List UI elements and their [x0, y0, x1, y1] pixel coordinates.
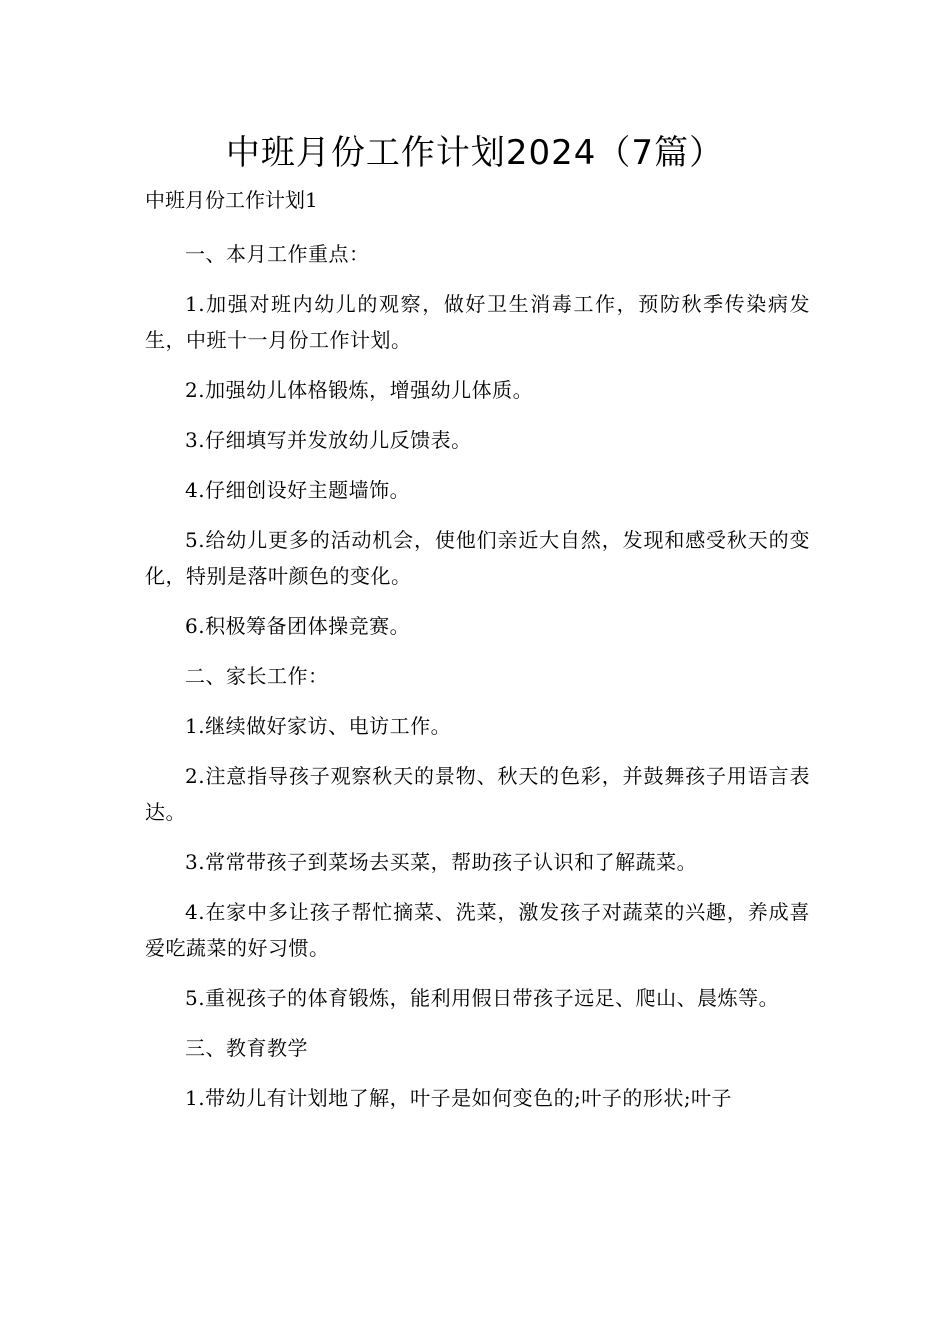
paragraph: 1.带幼儿有计划地了解，叶子是如何变色的;叶子的形状;叶子 [185, 1086, 733, 1110]
document-subtitle: 中班月份工作计划1 [145, 188, 318, 212]
paragraph-section-2-heading: 二、家长工作： [185, 664, 329, 688]
paragraph: 5.重视孩子的体育锻炼，能利用假日带孩子远足、爬山、晨炼等。 [185, 986, 780, 1010]
paragraph-section-1-heading: 一、本月工作重点： [185, 242, 370, 266]
paragraph: 5.给幼儿更多的活动机会，使他们亲近大自然，发现和感受秋天的变化，特别是落叶颜色的变化。 [145, 528, 810, 588]
paragraph: 2.加强幼儿体格锻炼，增强幼儿体质。 [185, 378, 534, 402]
document-body [145, 236, 810, 1130]
paragraph: 4.仔细创设好主题墙饰。 [185, 478, 411, 502]
document-title: 中班月份工作计划2024（7篇） [225, 133, 725, 173]
paragraph: 2.注意指导孩子观察秋天的景物、秋天的色彩，并鼓舞孩子用语言表达。 [145, 764, 810, 824]
paragraph: 1.加强对班内幼儿的观察，做好卫生消毒工作，预防秋季传染病发生，中班十一月份工作计划。 [145, 292, 810, 352]
paragraph: 4.在家中多让孩子帮忙摘菜、洗菜，激发孩子对蔬菜的兴趣，养成喜爱吃蔬菜的好习惯。 [145, 900, 810, 960]
paragraph: 3.常常带孩子到菜场去买菜，帮助孩子认识和了解蔬菜。 [185, 850, 698, 874]
paragraph: 1.继续做好家访、电访工作。 [185, 714, 452, 738]
paragraph: 6.积极筹备团体操竞赛。 [185, 614, 411, 638]
paragraph: 3.仔细填写并发放幼儿反馈表。 [185, 428, 472, 452]
paragraph-section-3-heading: 三、教育教学 [185, 1036, 308, 1060]
